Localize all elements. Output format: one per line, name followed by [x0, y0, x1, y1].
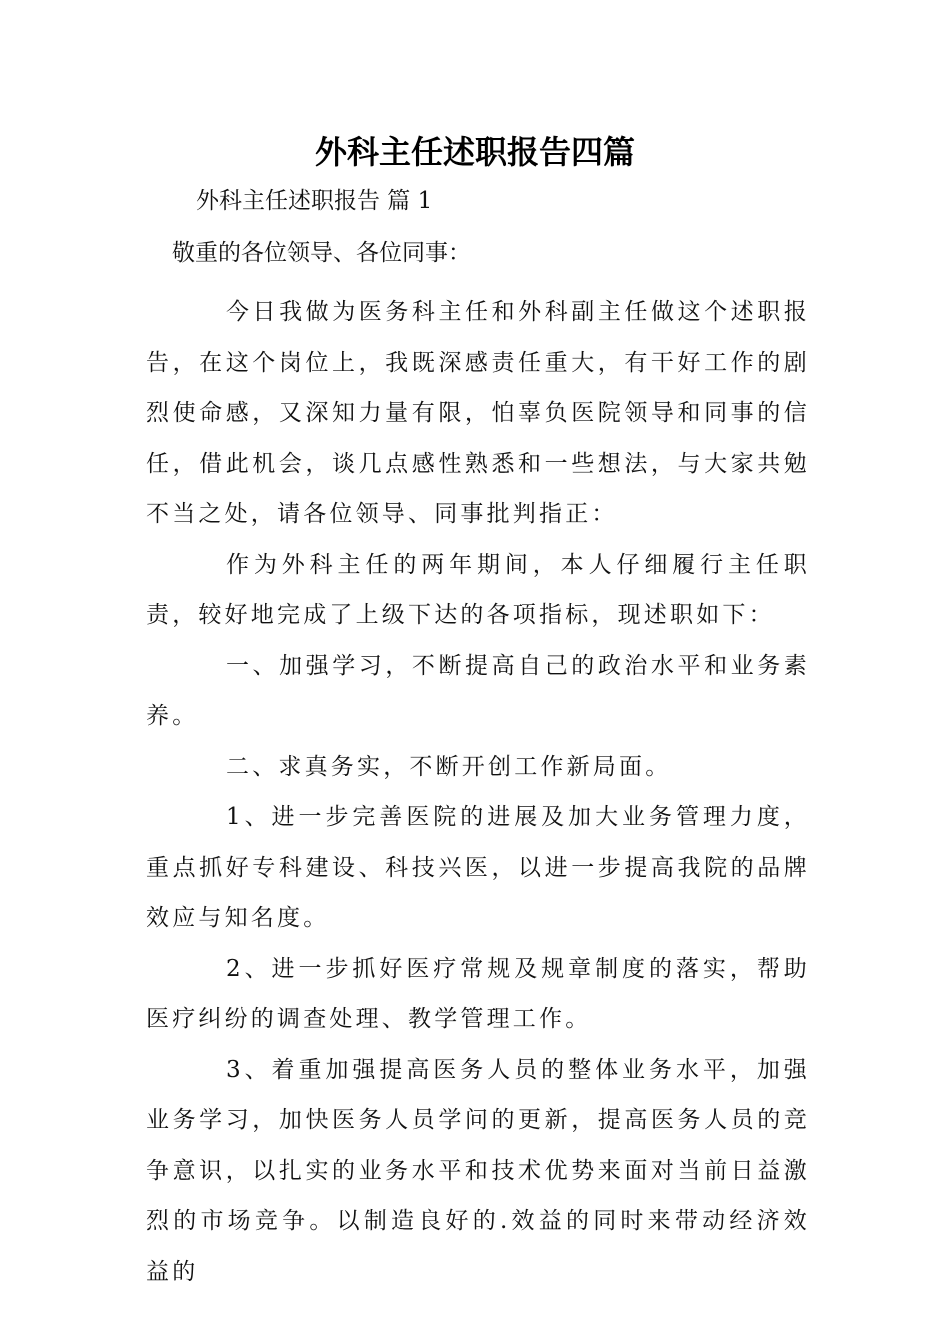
- document-title: 外科主任述职报告四篇: [314, 133, 635, 171]
- paragraph: 2、进一步抓好医疗常规及规章制度的落实，帮助医疗纠纷的调查处理、教学管理工作。: [146, 955, 810, 1032]
- paragraph: 一、加强学习，不断提高自己的政治水平和业务素养。: [146, 652, 810, 729]
- greeting-line: 敬重的各位领导、各位同事：: [172, 240, 471, 266]
- paragraph: 二、求真务实，不断开创工作新局面。: [226, 753, 672, 780]
- body-text: [146, 287, 810, 1297]
- section-subtitle: 外科主任述职报告 篇 1: [196, 188, 433, 214]
- paragraph: 3、着重加强提高医务人员的整体业务水平，加强业务学习，加快医务人员学问的更新，提高医务人员的竞争意识，以扎实的业务水平和技术优势来面对当前日益激烈的市场竞争。以制造良好的.效益的同时来带动经济效益的: [146, 1056, 810, 1285]
- paragraph: 1、进一步完善医院的进展及加大业务管理力度，重点抓好专科建设、科技兴医，以进一步提高我院的品牌效应与知名度。: [146, 804, 810, 931]
- paragraph: 作为外科主任的两年期间，本人仔细履行主任职责，较好地完成了上级下达的各项指标，现述职如下：: [146, 551, 810, 628]
- paragraph: 今日我做为医务科主任和外科副主任做这个述职报告，在这个岗位上，我既深感责任重大，有干好工作的剧烈使命感，又深知力量有限，怕辜负医院领导和同事的信任，借此机会，谈几点感性熟悉和一些想法，与大家共勉不当之处，请各位领导、同事批判指正：: [146, 299, 810, 527]
